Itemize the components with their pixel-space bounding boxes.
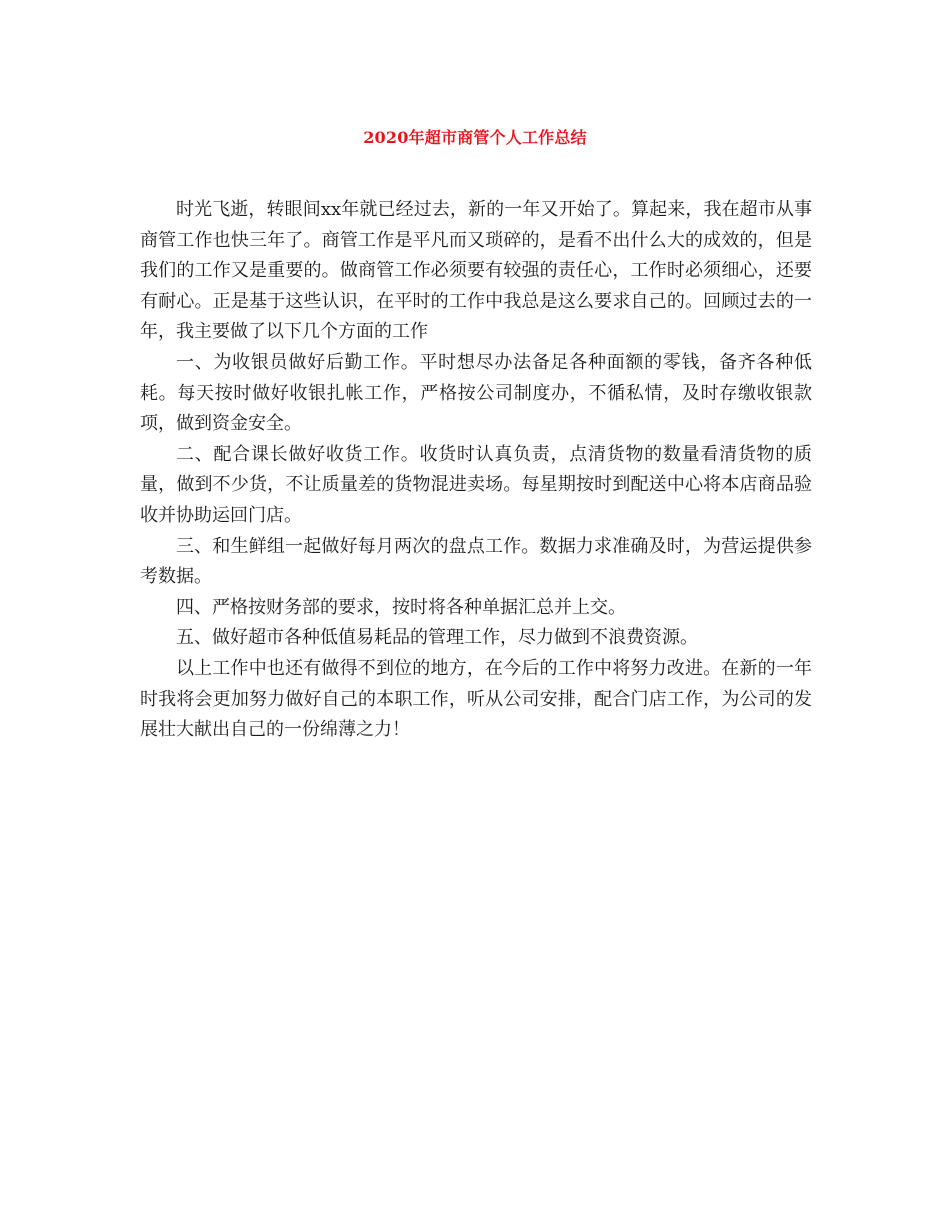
paragraph-item-1: 一、为收银员做好后勤工作。平时想尽办法备足各种面额的零钱，备齐各种低耗。每天按时做好收银扎帐工作，严格按公司制度办，不循私情，及时存缴收银款项，做到资金安全。 — [140, 351, 812, 435]
paragraph-item-5: 五、做好超市各种低值易耗品的管理工作，尽力做到不浪费资源。 — [176, 627, 698, 649]
paragraph-item-4: 四、严格按财务部的要求，按时将各种单据汇总并上交。 — [176, 596, 626, 618]
document-body — [140, 195, 812, 746]
paragraph-item-3: 三、和生鲜组一起做好每月两次的盘点工作。数据力求准确及时，为营运提供参考数据。 — [140, 535, 812, 588]
paragraph-conclusion: 以上工作中也还有做得不到位的地方，在今后的工作中将努力改进。在新的一年时我将会更加努力做好自己的本职工作，听从公司安排，配合门店工作，为公司的发展壮大献出自己的一份绵薄之力！ — [140, 657, 812, 741]
paragraph-item-2: 二、配合课长做好收货工作。收货时认真负责，点清货物的数量看清货物的质量，做到不少货，不让质量差的货物混进卖场。每星期按时到配送中心将本店商品验收并协助运回门店。 — [140, 443, 812, 526]
document-title: 2020年超市商管个人工作总结 — [363, 128, 587, 147]
paragraph-intro: 时光飞逝，转眼间xx年就已经过去，新的一年又开始了。算起来，我在超市从事商管工作也快三年了。商管工作是平凡而又琐碎的，是看不出什么大的成效的，但是我们的工作又是重要的。做商管工作必须要有较强的责任心，工作时必须细心，还要有耐心。正是基于这些认识，在平时的工作中我总是这么要求自己的。回顾过去的一年，我主要做了以下几个方面的工作 — [140, 199, 812, 343]
